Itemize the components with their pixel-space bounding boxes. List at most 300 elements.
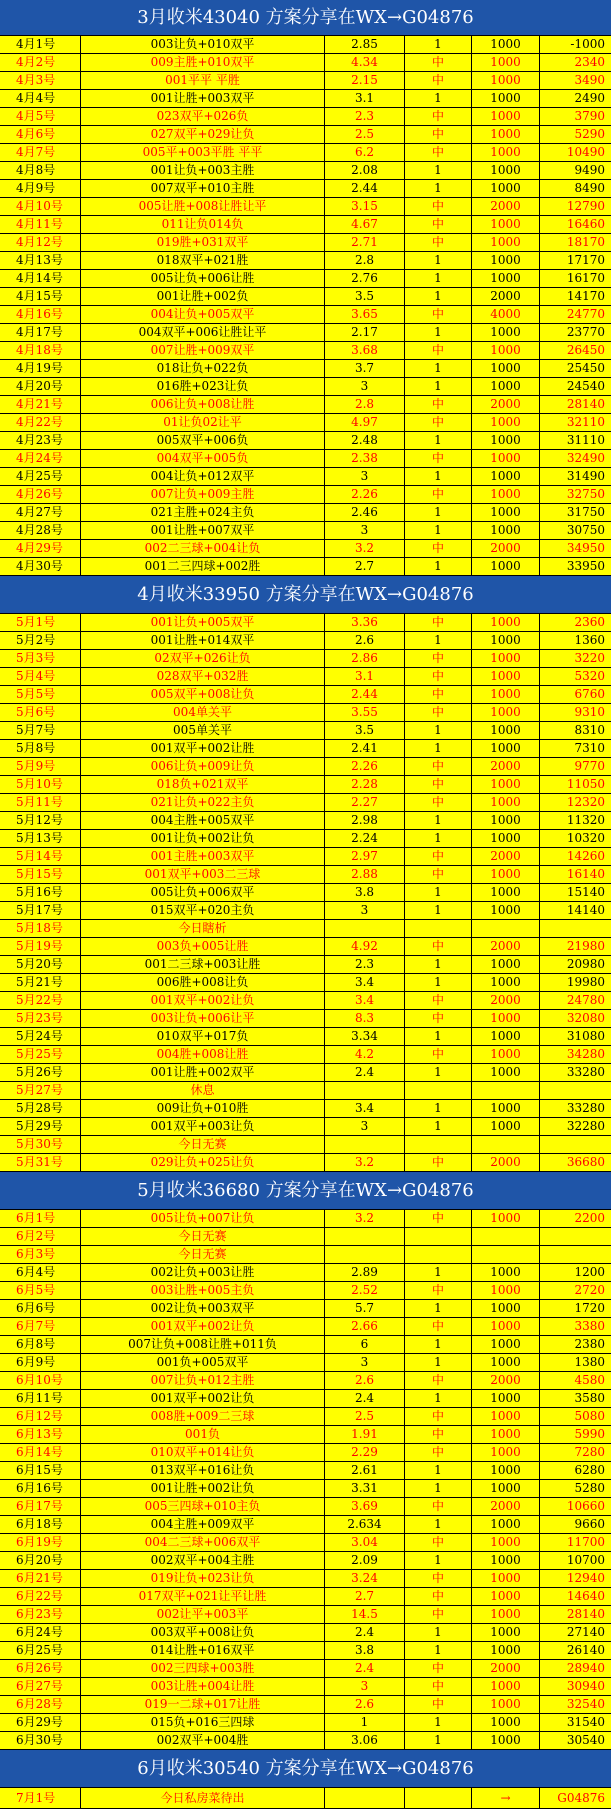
odds-cell: 2.3 xyxy=(325,108,405,125)
result-cell: 中 xyxy=(405,1534,472,1551)
balance-cell: 16460 xyxy=(566,217,605,231)
odds-cell: 3.8 xyxy=(325,884,405,901)
odds-cell: 2.66 xyxy=(325,1318,405,1335)
result-cell: 1 xyxy=(405,360,472,377)
balance-cell xyxy=(540,1082,611,1099)
odds-cell: 3 xyxy=(325,902,405,919)
date-cell: 5月17号 xyxy=(0,902,81,919)
date-cell: 4月9号 xyxy=(0,180,81,197)
result-cell: 中 xyxy=(405,1498,472,1515)
result-cell: 中 xyxy=(405,1444,472,1461)
odds-cell: 4.97 xyxy=(325,414,405,431)
result-cell: 中 xyxy=(405,992,472,1009)
bet-amount-cell: 1000 xyxy=(472,270,540,287)
pick-cell: 005三四球+010主负 xyxy=(81,1498,325,1515)
result-cell: 中 xyxy=(405,1318,472,1335)
result-cell: 中 xyxy=(405,668,472,685)
pick-cell: 002双平+004胜 xyxy=(81,1732,325,1749)
date-cell: 5月10号 xyxy=(0,776,81,793)
odds-cell xyxy=(325,1788,405,1808)
table-row xyxy=(0,920,611,938)
date-cell: 4月24号 xyxy=(0,450,81,467)
bet-amount-cell xyxy=(472,920,540,937)
odds-cell: 2.76 xyxy=(325,270,405,287)
odds-cell: 6 xyxy=(325,1336,405,1353)
pick-cell: 002双平+004主胜 xyxy=(81,1552,325,1569)
bet-amount-cell: 4000 xyxy=(472,306,540,323)
month-summary-header: 6月收米30540 方案分享在WX→G04876 xyxy=(0,1750,611,1788)
odds-cell: 2.85 xyxy=(325,36,405,53)
balance-cell: 32080 xyxy=(566,1011,605,1025)
table-row xyxy=(0,1282,611,1300)
pick-cell: 007让负+008让胜+011负 xyxy=(81,1336,325,1353)
date-cell: 6月5号 xyxy=(0,1282,81,1299)
pick-cell: 015负+016三四球 xyxy=(81,1714,325,1731)
pick-cell: 019一二球+017让胜 xyxy=(81,1696,325,1713)
balance-cell: 31080 xyxy=(566,1029,605,1043)
result-cell: 中 xyxy=(405,776,472,793)
table-row xyxy=(0,758,611,776)
date-cell: 4月5号 xyxy=(0,108,81,125)
date-cell: 5月28号 xyxy=(0,1100,81,1117)
balance-cell: 7280 xyxy=(574,1445,605,1459)
bet-amount-cell: 1000 xyxy=(472,1210,540,1227)
result-cell: 中 xyxy=(405,1010,472,1027)
date-cell: 6月7号 xyxy=(0,1318,81,1335)
result-cell xyxy=(405,1246,472,1263)
result-cell: 中 xyxy=(405,342,472,359)
bet-amount-cell: 1000 xyxy=(472,1516,540,1533)
table-row xyxy=(0,324,611,342)
month-summary-header: 3月收米43040 方案分享在WX→G04876 xyxy=(0,0,611,36)
date-cell: 6月27号 xyxy=(0,1678,81,1695)
pick-cell: 028双平+032胜 xyxy=(81,668,325,685)
balance-cell: 33280 xyxy=(566,1065,605,1079)
date-cell: 4月11号 xyxy=(0,216,81,233)
table-row xyxy=(0,378,611,396)
odds-cell: 2.8 xyxy=(325,252,405,269)
pick-cell: 006让负+009让负 xyxy=(81,758,325,775)
date-cell: 5月22号 xyxy=(0,992,81,1009)
odds-cell: 8.3 xyxy=(325,1010,405,1027)
date-cell: 4月12号 xyxy=(0,234,81,251)
pick-cell: 今日无赛 xyxy=(81,1136,325,1153)
pick-cell: 017双平+021让平让胜 xyxy=(81,1588,325,1605)
date-cell: 6月4号 xyxy=(0,1264,81,1281)
balance-cell: G04876 xyxy=(557,1791,605,1805)
pick-cell: 001让胜+014双平 xyxy=(81,632,325,649)
pick-cell: 休息 xyxy=(81,1082,325,1099)
date-cell: 5月18号 xyxy=(0,920,81,937)
date-cell: 6月17号 xyxy=(0,1498,81,1515)
odds-cell: 3.4 xyxy=(325,1100,405,1117)
table-row xyxy=(0,1678,611,1696)
odds-cell: 3.7 xyxy=(325,360,405,377)
balance-cell: 28940 xyxy=(566,1661,605,1675)
result-cell: 中 xyxy=(405,540,472,557)
pick-cell: 006让负+008让胜 xyxy=(81,396,325,413)
odds-cell: 2.98 xyxy=(325,812,405,829)
pick-cell: 013双平+016让负 xyxy=(81,1462,325,1479)
balance-cell: 28140 xyxy=(566,1607,605,1621)
odds-cell: 5.7 xyxy=(325,1300,405,1317)
result-cell: 中 xyxy=(405,1570,472,1587)
odds-cell xyxy=(325,1082,405,1099)
bet-amount-cell: 1000 xyxy=(472,1100,540,1117)
pick-cell: 007让负+009主胜 xyxy=(81,486,325,503)
pick-cell: 010双平+014让负 xyxy=(81,1444,325,1461)
result-cell: 中 xyxy=(405,306,472,323)
result-cell: 1 xyxy=(405,468,472,485)
result-cell: 中 xyxy=(405,938,472,955)
date-cell: 4月22号 xyxy=(0,414,81,431)
table-row xyxy=(0,1390,611,1408)
date-cell: 5月1号 xyxy=(0,614,81,631)
result-cell: 1 xyxy=(405,1714,472,1731)
table-row xyxy=(0,180,611,198)
balance-cell: 14140 xyxy=(566,903,605,917)
pick-cell: 001让胜+002负 xyxy=(81,288,325,305)
table-row xyxy=(0,162,611,180)
table-row xyxy=(0,704,611,722)
table-row xyxy=(0,668,611,686)
date-cell: 4月26号 xyxy=(0,486,81,503)
balance-cell: 2360 xyxy=(574,615,605,629)
date-cell: 5月24号 xyxy=(0,1028,81,1045)
balance-cell: 9770 xyxy=(574,759,605,773)
table-row xyxy=(0,198,611,216)
table-row xyxy=(0,252,611,270)
balance-cell xyxy=(540,1246,611,1263)
bet-amount-cell: 2000 xyxy=(472,1154,540,1171)
table-row xyxy=(0,614,611,632)
balance-cell: 24770 xyxy=(566,307,605,321)
table-row xyxy=(0,632,611,650)
odds-cell: 4.2 xyxy=(325,1046,405,1063)
bet-amount-cell: 1000 xyxy=(472,1426,540,1443)
date-cell: 4月25号 xyxy=(0,468,81,485)
bet-amount-cell: 1000 xyxy=(472,1028,540,1045)
table-row xyxy=(0,1100,611,1118)
pick-cell: 018让负+022负 xyxy=(81,360,325,377)
odds-cell: 6.2 xyxy=(325,144,405,161)
date-cell: 5月27号 xyxy=(0,1082,81,1099)
date-cell: 6月29号 xyxy=(0,1714,81,1731)
balance-cell: 8310 xyxy=(574,723,605,737)
balance-cell: 26140 xyxy=(566,1643,605,1657)
balance-cell: 14260 xyxy=(566,849,605,863)
table-row xyxy=(0,1010,611,1028)
result-cell: 中 xyxy=(405,650,472,667)
odds-cell: 2.88 xyxy=(325,866,405,883)
month-summary-header: 5月收米36680 方案分享在WX→G04876 xyxy=(0,1172,611,1210)
pick-cell: 002二三球+004让负 xyxy=(81,540,325,557)
odds-cell: 3.1 xyxy=(325,90,405,107)
date-cell: 4月2号 xyxy=(0,54,81,71)
pick-cell: 007让负+012主胜 xyxy=(81,1372,325,1389)
date-cell: 4月18号 xyxy=(0,342,81,359)
balance-cell xyxy=(540,920,611,937)
table-row xyxy=(0,1462,611,1480)
odds-cell: 3 xyxy=(325,468,405,485)
result-cell: 1 xyxy=(405,558,472,575)
result-cell xyxy=(405,1788,472,1808)
table-row xyxy=(0,1426,611,1444)
bet-amount-cell: 1000 xyxy=(472,450,540,467)
result-cell: 中 xyxy=(405,198,472,215)
date-cell: 6月30号 xyxy=(0,1732,81,1749)
result-cell: 中 xyxy=(405,1696,472,1713)
odds-cell: 2.5 xyxy=(325,1408,405,1425)
odds-cell: 3.31 xyxy=(325,1480,405,1497)
result-cell: 中 xyxy=(405,614,472,631)
bet-amount-cell: 1000 xyxy=(472,36,540,53)
result-cell: 中 xyxy=(405,1282,472,1299)
date-cell: 6月11号 xyxy=(0,1390,81,1407)
pick-cell: 009主胜+010双平 xyxy=(81,54,325,71)
bet-amount-cell: 1000 xyxy=(472,830,540,847)
date-cell: 4月19号 xyxy=(0,360,81,377)
pick-cell: 004主胜+009双平 xyxy=(81,1516,325,1533)
pick-cell: 005平+003平胜 平平 xyxy=(81,144,325,161)
result-cell: 1 xyxy=(405,36,472,53)
balance-cell: 6760 xyxy=(574,687,605,701)
result-cell: 1 xyxy=(405,812,472,829)
bet-amount-cell: 1000 xyxy=(472,1732,540,1749)
table-row xyxy=(0,1516,611,1534)
result-cell: 1 xyxy=(405,522,472,539)
date-cell: 5月30号 xyxy=(0,1136,81,1153)
bet-amount-cell: 2000 xyxy=(472,1660,540,1677)
odds-cell: 1 xyxy=(325,1714,405,1731)
date-cell: 4月23号 xyxy=(0,432,81,449)
table-row xyxy=(0,558,611,576)
pick-cell: 003让负+006让平 xyxy=(81,1010,325,1027)
balance-cell: 2340 xyxy=(574,55,605,69)
result-cell: 中 xyxy=(405,794,472,811)
bet-amount-cell: 2000 xyxy=(472,1498,540,1515)
pick-cell: 001双平+003二三球 xyxy=(81,866,325,883)
date-cell: 4月8号 xyxy=(0,162,81,179)
bet-amount-cell xyxy=(472,1228,540,1245)
pick-cell: 014让胜+016双平 xyxy=(81,1642,325,1659)
result-cell: 1 xyxy=(405,1732,472,1749)
bet-amount-cell: 1000 xyxy=(472,144,540,161)
balance-cell: 3580 xyxy=(574,1391,605,1405)
result-cell: 中 xyxy=(405,866,472,883)
odds-cell: 2.44 xyxy=(325,686,405,703)
balance-cell: 34950 xyxy=(566,541,605,555)
odds-cell: 2.4 xyxy=(325,1660,405,1677)
odds-cell: 2.29 xyxy=(325,1444,405,1461)
date-cell: 6月14号 xyxy=(0,1444,81,1461)
balance-cell: 16140 xyxy=(566,867,605,881)
date-cell: 6月15号 xyxy=(0,1462,81,1479)
balance-cell: 25450 xyxy=(566,361,605,375)
date-cell: 5月23号 xyxy=(0,1010,81,1027)
date-cell: 5月19号 xyxy=(0,938,81,955)
odds-cell: 3.15 xyxy=(325,198,405,215)
odds-cell: 2.6 xyxy=(325,1372,405,1389)
table-row xyxy=(0,126,611,144)
pick-cell: 001双平+002让负 xyxy=(81,1390,325,1407)
odds-cell: 3 xyxy=(325,378,405,395)
odds-cell: 3 xyxy=(325,1678,405,1695)
odds-cell xyxy=(325,920,405,937)
result-cell: 中 xyxy=(405,414,472,431)
pick-cell: 027双平+029让负 xyxy=(81,126,325,143)
balance-cell: 36680 xyxy=(566,1155,605,1169)
table-row xyxy=(0,540,611,558)
bet-amount-cell: 1000 xyxy=(472,216,540,233)
pick-cell: 005让负+007让负 xyxy=(81,1210,325,1227)
result-cell: 1 xyxy=(405,90,472,107)
balance-cell: 34280 xyxy=(566,1047,605,1061)
result-cell: 中 xyxy=(405,1372,472,1389)
balance-cell: 32490 xyxy=(566,451,605,465)
table-row xyxy=(0,1046,611,1064)
result-cell: 中 xyxy=(405,54,472,71)
pick-cell: 001让胜+003双平 xyxy=(81,90,325,107)
result-cell: 中 xyxy=(405,1046,472,1063)
date-cell: 4月14号 xyxy=(0,270,81,287)
result-cell: 1 xyxy=(405,432,472,449)
bet-amount-cell xyxy=(472,1136,540,1153)
odds-cell: 3.4 xyxy=(325,992,405,1009)
odds-cell: 2.3 xyxy=(325,956,405,973)
result-cell xyxy=(405,920,472,937)
bet-amount-cell: → xyxy=(472,1788,540,1808)
table-row xyxy=(0,830,611,848)
bet-amount-cell: 1000 xyxy=(472,468,540,485)
bet-amount-cell: 1000 xyxy=(472,614,540,631)
table-row xyxy=(0,1300,611,1318)
pick-cell: 005让胜+008让胜让平 xyxy=(81,198,325,215)
bet-amount-cell: 1000 xyxy=(472,558,540,575)
balance-cell: 30540 xyxy=(566,1733,605,1747)
date-cell: 6月2号 xyxy=(0,1228,81,1245)
balance-cell: 16170 xyxy=(566,271,605,285)
result-cell: 中 xyxy=(405,144,472,161)
balance-cell: 15140 xyxy=(566,885,605,899)
pick-cell: 005双平+008让负 xyxy=(81,686,325,703)
table-row xyxy=(0,1606,611,1624)
table-row xyxy=(0,1118,611,1136)
table-row xyxy=(0,650,611,668)
table-row xyxy=(0,1136,611,1154)
bet-amount-cell: 2000 xyxy=(472,288,540,305)
result-cell: 1 xyxy=(405,1552,472,1569)
odds-cell: 2.26 xyxy=(325,486,405,503)
date-cell: 6月9号 xyxy=(0,1354,81,1371)
bet-amount-cell: 2000 xyxy=(472,396,540,413)
odds-cell: 3 xyxy=(325,1354,405,1371)
odds-cell: 3.2 xyxy=(325,540,405,557)
date-cell: 5月14号 xyxy=(0,848,81,865)
odds-cell: 2.7 xyxy=(325,558,405,575)
date-cell: 5月15号 xyxy=(0,866,81,883)
pick-cell: 003双平+008让负 xyxy=(81,1624,325,1641)
pick-cell: 010双平+017负 xyxy=(81,1028,325,1045)
date-cell: 4月3号 xyxy=(0,72,81,89)
result-cell: 中 xyxy=(405,848,472,865)
bet-amount-cell: 1000 xyxy=(472,378,540,395)
bet-amount-cell: 1000 xyxy=(472,1408,540,1425)
result-cell: 1 xyxy=(405,1064,472,1081)
bet-amount-cell: 1000 xyxy=(472,1444,540,1461)
table-row xyxy=(0,884,611,902)
result-cell: 中 xyxy=(405,450,472,467)
table-row xyxy=(0,1154,611,1172)
balance-cell: 33280 xyxy=(566,1101,605,1115)
odds-cell: 2.27 xyxy=(325,794,405,811)
bet-amount-cell: 1000 xyxy=(472,486,540,503)
table-row xyxy=(0,1534,611,1552)
bet-amount-cell: 1000 xyxy=(472,704,540,721)
table-row xyxy=(0,1064,611,1082)
pick-cell: 004让负+005双平 xyxy=(81,306,325,323)
table-row xyxy=(0,1444,611,1462)
odds-cell: 2.97 xyxy=(325,848,405,865)
pick-cell: 005让负+006双平 xyxy=(81,884,325,901)
bet-amount-cell: 2000 xyxy=(472,540,540,557)
pick-cell: 023双平+026负 xyxy=(81,108,325,125)
bet-amount-cell: 1000 xyxy=(472,632,540,649)
table-row xyxy=(0,1372,611,1390)
result-cell: 中 xyxy=(405,1660,472,1677)
odds-cell: 2.71 xyxy=(325,234,405,251)
balance-cell: 31750 xyxy=(566,505,605,519)
result-cell: 中 xyxy=(405,704,472,721)
balance-cell: 1360 xyxy=(574,633,605,647)
bet-amount-cell: 1000 xyxy=(472,1010,540,1027)
odds-cell: 2.41 xyxy=(325,740,405,757)
bet-amount-cell: 2000 xyxy=(472,198,540,215)
pick-cell: 007双平+010主胜 xyxy=(81,180,325,197)
date-cell: 4月29号 xyxy=(0,540,81,557)
date-cell: 4月1号 xyxy=(0,36,81,53)
pick-cell: 018负+021双平 xyxy=(81,776,325,793)
table-row xyxy=(0,794,611,812)
result-cell: 中 xyxy=(405,396,472,413)
result-cell: 1 xyxy=(405,740,472,757)
date-cell: 5月12号 xyxy=(0,812,81,829)
table-row xyxy=(0,1246,611,1264)
result-cell: 1 xyxy=(405,504,472,521)
balance-cell: 5080 xyxy=(574,1409,605,1423)
balance-cell: 31490 xyxy=(566,469,605,483)
result-cell: 1 xyxy=(405,830,472,847)
odds-cell: 2.86 xyxy=(325,650,405,667)
table-row xyxy=(0,1264,611,1282)
date-cell: 5月3号 xyxy=(0,650,81,667)
odds-cell: 3.2 xyxy=(325,1210,405,1227)
bet-amount-cell: 1000 xyxy=(472,1552,540,1569)
table-row xyxy=(0,414,611,432)
date-cell: 4月21号 xyxy=(0,396,81,413)
date-cell: 4月28号 xyxy=(0,522,81,539)
table-row xyxy=(0,1788,611,1809)
pick-cell: 003让胜+004让胜 xyxy=(81,1678,325,1695)
balance-cell: 10700 xyxy=(566,1553,605,1567)
odds-cell: 3.1 xyxy=(325,668,405,685)
balance-cell: 12940 xyxy=(566,1571,605,1585)
odds-cell: 2.5 xyxy=(325,126,405,143)
date-cell: 6月16号 xyxy=(0,1480,81,1497)
bet-amount-cell: 1000 xyxy=(472,522,540,539)
date-cell: 4月4号 xyxy=(0,90,81,107)
bet-amount-cell: 1000 xyxy=(472,722,540,739)
